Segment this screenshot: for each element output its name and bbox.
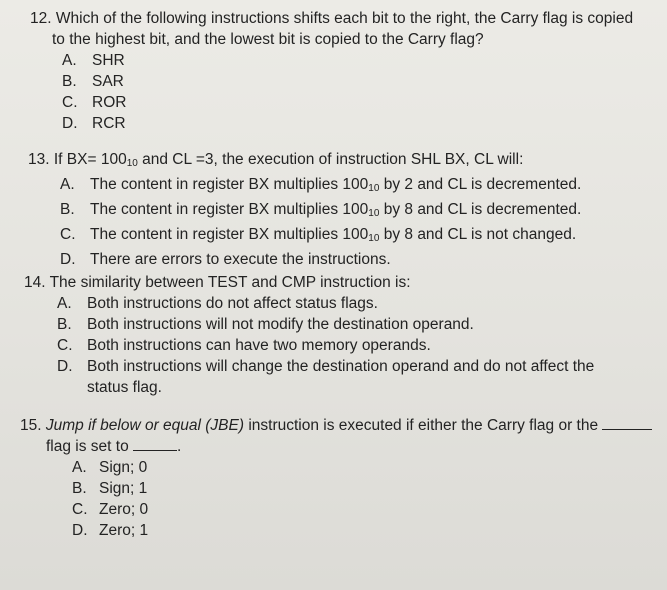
option-text: The content in register BX multiplies $100_{10}$ by 8 and CL is decremented. xyxy=(90,201,582,219)
option-b xyxy=(57,314,594,335)
question-15 xyxy=(20,415,652,541)
option-text: SHR xyxy=(92,52,125,69)
option-letter: C. xyxy=(60,226,76,243)
option-a xyxy=(72,457,652,478)
option-d xyxy=(72,520,652,541)
option-letter: B. xyxy=(60,201,75,218)
option-letter: A. xyxy=(57,295,72,312)
option-text: Both instructions will change the destination operand and do not affect the xyxy=(87,358,595,375)
answer-blank xyxy=(133,436,177,451)
question-number: 12. xyxy=(30,10,52,27)
option-a xyxy=(60,174,581,199)
option-text: Both instructions can have two memory operands. xyxy=(87,337,431,354)
option-b xyxy=(72,478,652,499)
option-text: Sign; 1 xyxy=(99,480,148,497)
option-text: ROR xyxy=(92,94,127,111)
option-a xyxy=(57,293,594,314)
question-text-part: and CL =3, the execution of instruction SHL BX, CL will: xyxy=(137,151,524,168)
option-list xyxy=(24,293,594,398)
option-letter: C. xyxy=(57,337,73,354)
option-text: SAR xyxy=(92,73,124,90)
question-12 xyxy=(30,8,633,134)
option-text: Sign; 0 xyxy=(99,459,148,476)
question-15-stem-line2 xyxy=(20,436,652,457)
question-14-stem xyxy=(24,272,594,293)
question-text-part: . xyxy=(177,438,182,455)
question-text-part: instruction is executed if either the Carry flag or the xyxy=(244,417,599,434)
option-b xyxy=(62,71,633,92)
option-letter: C. xyxy=(72,501,88,518)
option-letter: A. xyxy=(62,52,77,69)
option-text: Both instructions do not affect status flags. xyxy=(87,295,378,312)
option-c xyxy=(60,224,581,249)
option-list xyxy=(28,174,581,270)
option-letter: A. xyxy=(60,176,75,193)
option-d xyxy=(57,356,594,377)
question-text: Which of the following instructions shifts each bit to the right, the Carry flag is copied xyxy=(55,10,634,27)
option-text: The content in register BX multiplies $100_{10}$ by 8 and CL is not changed. xyxy=(90,226,577,244)
question-13 xyxy=(28,149,581,270)
question-number: 15. xyxy=(20,417,42,434)
option-list xyxy=(30,50,633,134)
option-a xyxy=(62,50,633,71)
option-b xyxy=(60,199,581,224)
option-letter: D. xyxy=(62,115,78,132)
question-text-part: If BX= 100 xyxy=(53,151,127,168)
answer-blank xyxy=(602,415,652,430)
option-text: Both instructions will not modify the destination operand. xyxy=(87,316,474,333)
option-text: RCR xyxy=(92,115,126,132)
question-text: to the highest bit, and the lowest bit is copied to the Carry flag? xyxy=(52,31,484,48)
option-d-continuation xyxy=(57,377,594,398)
option-c xyxy=(72,499,652,520)
option-letter: D. xyxy=(72,522,88,539)
option-d xyxy=(60,249,581,270)
option-letter: A. xyxy=(72,459,87,476)
option-c xyxy=(62,92,633,113)
option-letter: D. xyxy=(60,251,76,268)
option-text: Zero; 1 xyxy=(99,522,149,539)
question-12-stem-line2 xyxy=(30,29,633,50)
option-c xyxy=(57,335,594,356)
question-number: 13. xyxy=(28,151,50,168)
question-15-stem xyxy=(20,415,652,436)
subscript: 10 xyxy=(126,158,138,169)
option-list xyxy=(20,457,652,541)
option-text: Zero; 0 xyxy=(99,501,149,518)
question-text-italic: Jump if below or equal (JBE) xyxy=(45,417,245,434)
question-number: 14. xyxy=(24,274,46,291)
option-text: The content in register BX multiplies $100_{10}$ by 2 and CL is decremented. xyxy=(90,176,582,194)
option-text: status flag. xyxy=(87,379,162,396)
option-letter: B. xyxy=(62,73,77,90)
option-letter: D. xyxy=(57,358,73,375)
question-13-stem xyxy=(28,149,581,174)
question-14 xyxy=(24,272,594,398)
option-text: There are errors to execute the instructions. xyxy=(90,251,391,268)
option-d xyxy=(62,113,633,134)
question-12-stem xyxy=(30,8,633,29)
option-letter: B. xyxy=(72,480,87,497)
option-letter: B. xyxy=(57,316,72,333)
option-letter: C. xyxy=(62,94,78,111)
question-text: The similarity between TEST and CMP instruction is: xyxy=(49,274,411,291)
question-text-part: flag is set to xyxy=(46,438,129,455)
